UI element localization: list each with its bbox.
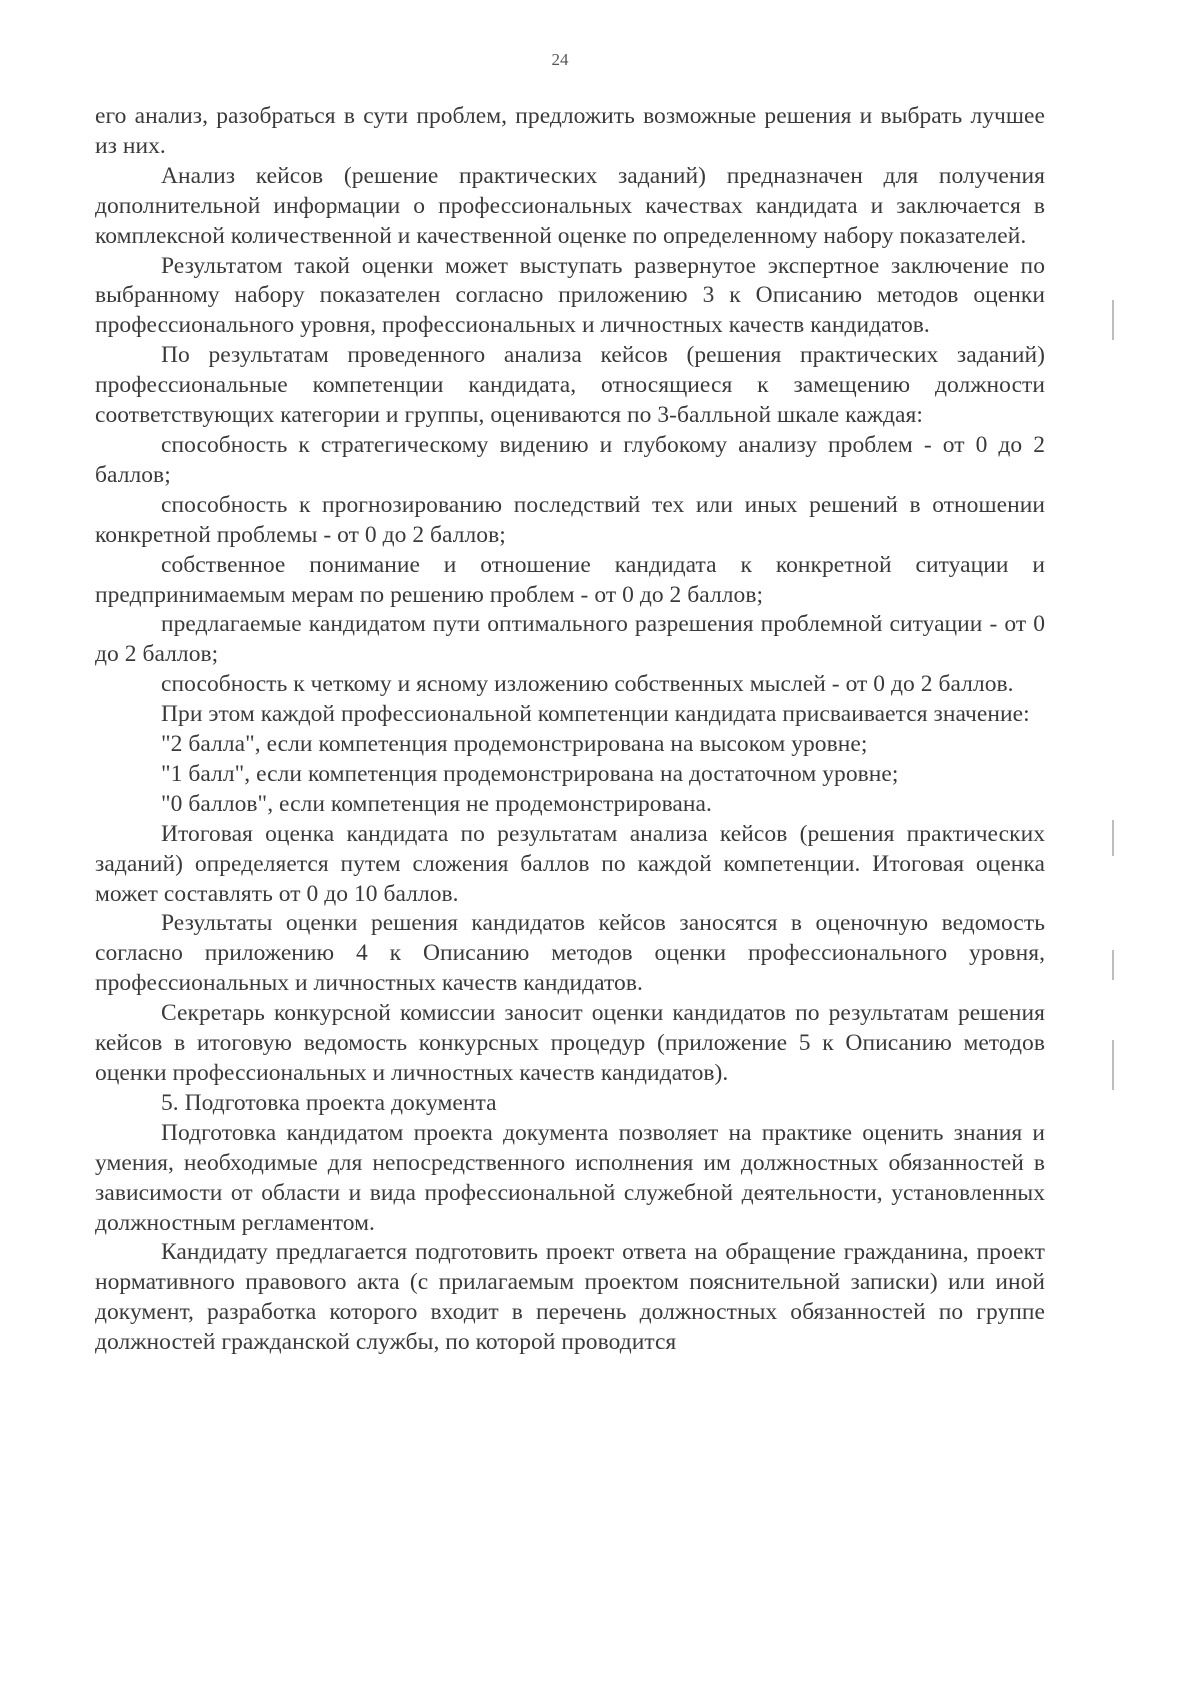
paragraph: Подготовка кандидатом проекта документа позволяет на практике оценить знания и умения, необходимые для непосредственного исполнения им должностных обязанностей в зависимости от области и вида профессиональной служебной деятельности, установленных должностным регламентом. bbox=[95, 1119, 1045, 1236]
scan-artifact bbox=[1112, 300, 1114, 340]
paragraph: его анализ, разобраться в сути проблем, предложить возможные решения и выбрать лучшее из них. bbox=[95, 103, 1045, 159]
score-line: "2 балла", если компетенция продемонстрирована на высоком уровне; bbox=[161, 731, 868, 758]
list-item: предлагаемые кандидатом пути оптимального разрешения проблемной ситуации - от 0 до 2 баллов; bbox=[95, 611, 1045, 668]
list-item: способность к стратегическому видению и глубокому анализу проблем - от 0 до 2 баллов; bbox=[95, 431, 1045, 488]
document-body bbox=[95, 102, 1045, 1358]
scan-artifact bbox=[1112, 1040, 1114, 1090]
scan-artifact bbox=[1112, 950, 1114, 980]
scan-artifact bbox=[1112, 820, 1114, 856]
list-item: способность к прогнозированию последствий тех или иных решений в отношении конкретной проблемы - от 0 до 2 баллов; bbox=[95, 491, 1045, 548]
score-line: "0 баллов", если компетенция не продемонстрирована. bbox=[161, 790, 712, 817]
paragraph: Результатом такой оценки может выступать развернутое экспертное заключение по выбранному набору показателен согласно приложению 3 к Описанию методов оценки профессионального уровня, профессиональных и личностных качеств кандидатов. bbox=[95, 252, 1045, 339]
section-heading: 5. Подготовка проекта документа bbox=[161, 1089, 497, 1116]
paragraph: Итоговая оценка кандидата по результатам анализа кейсов (решения практических заданий) определяется путем сложения баллов по каждой компетенции. Итоговая оценка может составлять от 0 до 10 баллов. bbox=[95, 820, 1045, 907]
score-line: "1 балл", если компетенция продемонстрирована на достаточном уровне; bbox=[161, 760, 899, 787]
paragraph: Кандидату предлагается подготовить проект ответа на обращение гражданина, проект нормативного правового акта (с прилагаемым проектом пояснительной записки) или иной документ, разработка которого входит в перечень должностных обязанностей по группе должностей гражданской службы, по которой проводится bbox=[95, 1239, 1045, 1356]
paragraph: Секретарь конкурсной комиссии заносит оценки кандидатов по результатам решения кейсов в итоговую ведомость конкурсных процедур (приложение 5 к Описанию методов оценки профессиональных и личностных качеств кандидатов). bbox=[95, 1000, 1045, 1086]
paragraph: Результаты оценки решения кандидатов кейсов заносятся в оценочную ведомость согласно приложению 4 к Описанию методов оценки профессионального уровня, профессиональных и личностных качеств кандидатов. bbox=[95, 910, 1045, 997]
page-number: 24 bbox=[551, 50, 569, 69]
paragraph: Анализ кейсов (решение практических заданий) предназначен для получения дополнительной информации о профессиональных качествах кандидата и заключается в комплексной количественной и качественной оценке по определенному набору показателей. bbox=[95, 162, 1045, 249]
paragraph: При этом каждой профессиональной компетенции кандидата присваивается значение: bbox=[161, 701, 1030, 728]
list-item: способность к четкому и ясному изложению собственных мыслей - от 0 до 2 баллов. bbox=[161, 671, 1014, 698]
list-item: собственное понимание и отношение кандидата к конкретной ситуации и предпринимаемым мерам по решению проблем - от 0 до 2 баллов; bbox=[95, 551, 1045, 608]
paragraph: По результатам проведенного анализа кейсов (решения практических заданий) профессиональные компетенции кандидата, относящиеся к замещению должности соответствующих категории и группы, оцениваются по 3-балльной шкале каждая: bbox=[95, 342, 1045, 429]
